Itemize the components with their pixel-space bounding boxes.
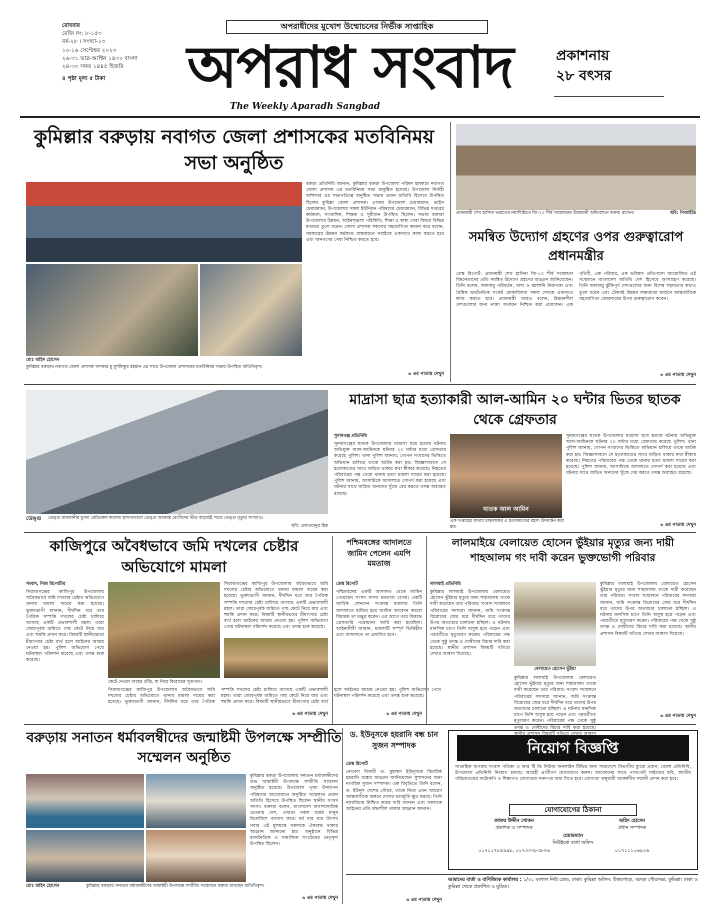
issue-day: রোববার	[62, 23, 80, 29]
mamtaz-byline: ডেস্ক রিপোর্ট	[336, 582, 358, 587]
mamtaz-headline: পশ্চিমবঙ্গের আদালতে জামিন পেলেন এমপি মমতাজ	[346, 538, 412, 568]
section-rule-3	[24, 724, 696, 725]
lead-headline: কুমিল্লার বরুড়ায় নবাগত জেলা প্রশাসকের মতবিনিময় সভা অনুষ্ঠিত	[34, 126, 434, 174]
dengue-photo	[26, 390, 328, 514]
contact-office: চেয়ারম্যান	[563, 834, 583, 839]
madrasa-body: সুনামগঞ্জের ছাতক উপজেলায় মাদ্রাসা ছাত্র হত্যার ঘটনায় অভিযুক্ত আল-আমিনকে ঘটনার ২০ ঘন্টার মধ্যে গ্রেফতার করেছে পুলিশ। থানা পুলিশ জানায়, গোপন সংবাদের ভিত্তিতে অভিযান চালিয়ে তাকে আটক করা হয়। জিজ্ঞাসাবাদে সে হত্যাকাণ্ডের সাথে জড়িত থাকার কথা স্বীকার করেছে। নিহতের পরিবারের পক্ষ থেকে থানায় হত্যা মামলা দায়ের করা হয়েছে। পুলিশ জানায়, আসামিকে আদালতে সোপর্দ করা হয়েছে এবং ঘটনার সাথে জড়িত অন্যদের খুঁজে বের করতে তদন্ত অব্যাহত রয়েছে।	[334, 442, 446, 497]
janmashtami-photo-3	[26, 830, 144, 882]
lalmai-body-2: কুমিল্লার লালমাই উপজেলায় বেলায়েত হোসেন ভুঁইয়ার মৃত্যুর জন্য শাহআলম গংকে দায়ী করেছেন তার পরিবার। সংবাদ সম্মেলনে পরিবারের সদস্যরা জানান, জমি সংক্রান্ত বিরোধের জের ধরে দীর্ঘদিন ধরে তাদের উপর অত্যাচার চালানো হচ্ছিল। এ ঘটনায় মানসিক চাপে তিনি অসুস্থ হয়ে পড়েন এবং পরবর্তীতে মৃত্যুবরণ করেন। পরিবারের পক্ষ থেকে সুষ্ঠু তদন্ত ও দোষীদের বিচার দাবি করা হয়েছে।	[514, 676, 596, 731]
pm-body: ডেস্ক রিপোর্ট: প্রধানমন্ত্রী শেখ হাসিনা জি-২০ শীর্ষ সম্মেলনে বিশ্বনেতাদের প্রতি সমন্বিত উদ্যোগ গ্রহণের আহ্বান জানিয়েছেন। তিনি বলেন, জলবায়ু পরিবর্তন, খাদ্য ও জ্বালানি নিরাপত্তা এবং বৈশ্বিক অর্থনৈতিক সংকট মোকাবিলায় সকল দেশকে একসাথে কাজ করতে হবে। প্রধানমন্ত্রী আরও বলেন, উন্নয়নশীল দেশগুলোর জন্য ন্যায্য অর্থায়ন নিশ্চিত করা প্রয়োজন। এক পৃথিবী, এক পরিবার, এক ভবিষ্যৎ প্রতিপাদ্যে আয়োজিত এই সম্মেলনে বাংলাদেশ অতিথি দেশ হিসেবে অংশগ্রহণ করেছে। তিনি জলবায়ু ঝুঁকিপূর্ণ দেশগুলোর জন্য বিশেষ সহায়তার কথাও তুলে ধরেন এবং টেকসই উন্নয়ন লক্ষ্যমাত্রা অর্জনে আন্তর্জাতিক সহযোগিতা জোরদারের উপর গুরুত্বারোপ করেন।	[456, 272, 696, 308]
contact-name-1: জাফর উদ্দীন খোকন	[494, 819, 534, 824]
madrasa-photo-label: ঘাতক আল আমিন	[483, 506, 529, 513]
lead-photo-1	[26, 182, 302, 262]
lead-more[interactable]: ৬ এর পাতায় দেখুন	[408, 372, 444, 377]
pm-photo-credit: ছবি: পিআইডি	[670, 211, 696, 216]
issue-date-hijri: ২৪-৩০ সফর ১৪৪৫ হিজরি	[62, 64, 124, 71]
pm-headline: সমন্বিত উদ্যোগ গ্রহণের ওপর গুরুত্বারোপ প্রধানমন্ত্রীর	[468, 230, 684, 264]
masthead-tagline: অপরাধীদের মুখোশ উম্মোচনের নির্ভীক সাপ্তাহিক	[226, 20, 488, 34]
issue-info	[62, 22, 154, 102]
masthead-title: অপরাধ সংবাদ	[187, 33, 513, 101]
issue-reg: রেজি নং: ৮-১৫৩	[62, 31, 102, 38]
contact-role-2: প্রধান সম্পাদক	[617, 825, 647, 831]
issue-volume: বর্ষ-২৮ । সংখ্যা-১৩	[62, 39, 106, 46]
kazipur-body-2: সিরাজগঞ্জের কাজিপুর উপজেলায় অবৈধভাবে জমি দখলের চেষ্টার অভিযোগে থানায় মামলা দায়ের করা হয়েছে। ভুক্তভোগী জানান, দীর্ঘদিন ধরে তার পৈত্রিক সম্পত্তি দখলের চেষ্টা চালিয়ে আসছে একটি প্রভাবশালী মহল। তারা জোরপূর্বক জমিতে গাছ কেটে নিয়ে যায় এবং হুমকি প্রদান করে। বিষয়টি স্থানীয়ভাবে মীমাংসার চেষ্টা ব্যর্থ হলে আইনের আশ্রয় নেওয়া হয়। পুলিশ অভিযোগ পেয়ে ঘটনাস্থল পরিদর্শন করেছে এবং তদন্ত শুরু করেছে।	[224, 582, 328, 631]
contact-phone-2[interactable]: ০১৭১১১০৬৯২৬	[614, 849, 650, 854]
janmashtami-body: কুমিল্লার বরুড়া উপজেলায় সনাতন ধর্মাবলম্বীদের শুভ জন্মাষ্টমী উপলক্ষে সম্প্রীতি সম্মেলন অনুষ্ঠিত হয়েছে। উপজেলা পূজা উদযাপন পরিষদের আয়োজনে অনুষ্ঠিত সম্মেলনে প্রধান অতিথি হিসেবে উপস্থিত ছিলেন স্থানীয় সংসদ সদস্য। বক্তারা বলেন, বাংলাদেশ অসাম্প্রদায়িক চেতনার দেশ, এখানে সকল ধর্মের মানুষ মিলেমিশে বসবাস করে। ধর্ম যার যার উৎসব সবার এই মূলমন্ত্রে সকলকে ঐক্যবদ্ধ থাকার আহ্বান জানানো হয়। অনুষ্ঠানে বিভিন্ন রাজনৈতিক ও সামাজিক সংগঠনের নেতৃবৃন্দ উপস্থিত ছিলেন।	[250, 774, 338, 848]
dengue-label: ডেঙ্গু	[26, 516, 42, 522]
contact-phone-1[interactable]: ০১৭১১৭৮৫৯৯৮, ০১৭৩৩৭৮৩৮৭৬	[478, 849, 550, 854]
dengue-caption: ডেঙ্গু রাজধানীর মুগদা মেডিকেল কলেজ হাসপাতালে ডেঙ্গু আক্রান্ত রোগীদের ভীড় বাড়ছেই সাথে ডেঙ্গু মৃত্যুর সংখ্যাও।	[48, 516, 264, 521]
kazipur-byline: সংবাদ, নিজ রিপোর্টার	[26, 582, 66, 587]
lalmai-photo	[514, 582, 596, 666]
janmashtami-photo-4	[146, 830, 246, 882]
pm-photo-caption: প্রধানমন্ত্রী শেখ হাসিনা ভারতের নয়াদিল্লিতে জি-২০ শীর্ষ সম্মেলনের উদ্বোধনী অধিবেশনে বক্তব্য রাখেন।	[456, 211, 635, 216]
footer-label: আমাদের বার্তা ও বাণিজ্যিক কার্যালয় :	[448, 878, 522, 883]
pm-photo	[456, 124, 696, 210]
section-rule-1	[24, 384, 696, 385]
janmashtami-caption: কুমিল্লার বরুড়ায় সনাতন ধর্মাবলম্বীদের জন্মাষ্টমী উপলক্ষে সম্প্রীতি সম্মেলনে বক্তব্য রাখছেন অতিথিবৃন্দ।	[86, 884, 265, 889]
kazipur-body: সিরাজগঞ্জের কাজিপুর উপজেলায় অবৈধভাবে জমি দখলের চেষ্টার অভিযোগে থানায় মামলা দায়ের করা হয়েছে। ভুক্তভোগী জানান, দীর্ঘদিন ধরে তার পৈত্রিক সম্পত্তি দখলের চেষ্টা চালিয়ে আসছে একটি প্রভাবশালী মহল। তারা জোরপূর্বক জমিতে গাছ কেটে নিয়ে যায় এবং হুমকি প্রদান করে। বিষয়টি স্থানীয়ভাবে মীমাংসার চেষ্টা ব্যর্থ হলে আইনের আশ্রয় নেওয়া হয়। পুলিশ অভিযোগ পেয়ে ঘটনাস্থল পরিদর্শন করেছে এবং তদন্ত শুরু করেছে।	[26, 590, 104, 664]
masthead-subtitle: The Weekly Aparadh Sangbad	[229, 102, 381, 112]
madrasa-headline: মাদ্রাসা ছাত্র হত্যাকারী আল-আমিন ২০ ঘন্টার ভিতর ছাতক থেকে গ্রেফতার	[349, 392, 681, 428]
years-line2: ২৮ বৎসর	[556, 68, 612, 84]
madrasa-body-2: সুনামগঞ্জের ছাতক উপজেলায় মাদ্রাসা ছাত্র হত্যার ঘটনায় অভিযুক্ত আল-আমিনকে ঘটনার ২০ ঘন্টার মধ্যে গ্রেফতার করেছে পুলিশ। থানা পুলিশ জানায়, গোপন সংবাদের ভিত্তিতে অভিযান চালিয়ে তাকে আটক করা হয়। জিজ্ঞাসাবাদে সে হত্যাকাণ্ডের সাথে জড়িত থাকার কথা স্বীকার করেছে। নিহতের পরিবারের পক্ষ থেকে থানায় হত্যা মামলা দায়ের করা হয়েছে। পুলিশ জানায়, আসামিকে আদালতে সোপর্দ করা হয়েছে এবং ঘটনার সাথে জড়িত অন্যদের খুঁজে বের করতে তদন্ত অব্যাহত রয়েছে।	[566, 434, 696, 477]
mamtaz-body: পশ্চিমবঙ্গের একটি আদালত থেকে জামিন পেয়েছেন সংসদ সদস্য মমতাজ বেগম। একটি আর্থিক লেনদেন সংক্রান্ত মামলায় তিনি আদালতে হাজির হয়ে জামিন আবেদন করলে বিচারক তা মঞ্জুর করেন। এর আগে তার বিরুদ্ধে গ্রেফতারি পরোয়ানা জারি করা হয়েছিল। আইনজীবী জানান, মামলাটি সম্পূর্ণ ভিত্তিহীন এবং আদালতে তা প্রমাণিত হবে।	[336, 590, 422, 639]
section-rule-2	[24, 532, 696, 533]
years-underline	[554, 96, 664, 97]
kazipur-body-3: সিরাজগঞ্জের কাজিপুর উপজেলায় অবৈধভাবে জমি দখলের চেষ্টার অভিযোগে থানায় মামলা দায়ের করা হয়েছে। ভুক্তভোগী জানান, দীর্ঘদিন ধরে তার পৈত্রিক সম্পত্তি দখলের চেষ্টা চালিয়ে আসছে একটি প্রভাবশালী মহল। তারা জোরপূর্বক জমিতে গাছ কেটে নিয়ে যায় এবং হুমকি প্রদান করে। বিষয়টি স্থানীয়ভাবে মীমাংসার চেষ্টা ব্যর্থ হলে আইনের আশ্রয় নেওয়া হয়। পুলিশ অভিযোগ পেয়ে ঘটনাস্থল পরিদর্শন করেছে এবং তদন্ত শুরু করেছে।	[108, 688, 441, 706]
footer-rule	[346, 874, 698, 875]
kazipur-caption: কেটে নেওয়া গাছের গুঁড়ি, যা নিয়ে বিরোধের সূত্রপাত।	[108, 680, 203, 685]
job-ad-title: নিয়োগ বিজ্ঞপ্তি	[457, 735, 689, 761]
lalmai-headline: লালমাইয়ে বেলায়েত হোসেন ভুঁইয়ার মৃত্যুর জন্য দায়ী শাহআলম গং দাবী করেন ভুক্তভোগী পরিবার	[451, 537, 675, 564]
kazipur-photo	[108, 582, 220, 678]
footer-text: ১/৩১ বংশাল নিউ রোড, ঢাকা। কুমিল্লা অফিস: উত্তরপাড়া, বরুড়া পৌরসভা, কুমিল্লা। ঢাকা ও কুমিল্লা থেকে প্রকাশিত ও মুদ্রিত।	[448, 878, 698, 890]
kazipur-more[interactable]: ৬ এর পাতায় দেখুন	[292, 712, 328, 717]
job-ad-contact-title: যোগাযোগের ঠিকানা	[509, 804, 637, 816]
issue-date-bn: ২৬-৩১ ভাদ্র-আশ্বিন ১৪৩০ বাংলা	[62, 55, 138, 62]
janmashtami-more[interactable]: ৬ এর পাতায় দেখুন	[302, 896, 338, 901]
years-line1: প্রকাশনায়	[556, 48, 610, 64]
lalmai-body: কুমিল্লার লালমাই উপজেলায় বেলায়েত হোসেন ভুঁইয়ার মৃত্যুর জন্য শাহআলম গংকে দায়ী করেছেন তার পরিবার। সংবাদ সম্মেলনে পরিবারের সদস্যরা জানান, জমি সংক্রান্ত বিরোধের জের ধরে দীর্ঘদিন ধরে তাদের উপর অত্যাচার চালানো হচ্ছিল। এ ঘটনায় মানসিক চাপে তিনি অসুস্থ হয়ে পড়েন এবং পরবর্তীতে মৃত্যুবরণ করেন। পরিবারের পক্ষ থেকে সুষ্ঠু তদন্ত ও দোষীদের বিচার দাবি করা হয়েছে। স্থানীয় প্রশাসন বিষয়টি খতিয়ে দেখার আশ্বাস দিয়েছে।	[430, 590, 510, 657]
lead-photo-3	[200, 264, 302, 356]
yunus-more[interactable]: ৬ এর পাতায় দেখুন	[406, 898, 442, 903]
pm-more[interactable]: ৬ এর পাতায় দেখুন	[660, 373, 696, 378]
lalmai-body-3: কুমিল্লার লালমাই উপজেলায় বেলায়েত হোসেন ভুঁইয়ার মৃত্যুর জন্য শাহআলম গংকে দায়ী করেছেন তার পরিবার। সংবাদ সম্মেলনে পরিবারের সদস্যরা জানান, জমি সংক্রান্ত বিরোধের জের ধরে দীর্ঘদিন ধরে তাদের উপর অত্যাচার চালানো হচ্ছিল। এ ঘটনায় মানসিক চাপে তিনি অসুস্থ হয়ে পড়েন এবং পরবর্তীতে মৃত্যুবরণ করেন। পরিবারের পক্ষ থেকে সুষ্ঠু তদন্ত ও দোষীদের বিচার দাবি করা হয়েছে। স্থানীয় প্রশাসন বিষয়টি খতিয়ে দেখার আশ্বাস দিয়েছে।	[600, 582, 696, 637]
kazipur-headline: কাজিপুরে অবৈধভাবে জমি দখলের চেষ্টার অভিযোগে মামলা	[49, 537, 299, 576]
janmashtami-photo-1	[26, 774, 144, 828]
issue-date-en: ১০-১৬ সেপ্টেম্বর ২০২৩	[62, 47, 117, 54]
lalmai-photo-label: বেলায়েত হোসেন ভুঁইয়া	[534, 667, 576, 672]
footer	[448, 878, 698, 902]
col-divider-3	[426, 536, 427, 724]
job-ad	[448, 730, 698, 870]
janmashtami-headline: বরুড়ায় সনাতন ধর্মাবলম্বীদের জন্মাষ্টমী উপলক্ষে সম্প্রীতি সম্মেলন অনুষ্ঠিত	[26, 730, 342, 766]
contact-office-addr: নিউইয়র্ক বার্তা অফিস	[552, 840, 594, 846]
col-divider-1	[450, 122, 451, 382]
janmashtami-byline: মোঃ অহিদ হোসেন	[26, 884, 60, 889]
contact-role-1: প্রকাশক ও সম্পাদক	[495, 825, 533, 831]
lead-photo-2	[26, 264, 198, 356]
mamtaz-more[interactable]: ৬ এর পাতায় দেখুন	[386, 712, 422, 717]
lead-body: বরুড়া প্রতিনিধি জানান, কুমিল্লার বরুড়া উপজেলা পরিষদ হলরুমে নবাগত জেলা প্রশাসক এর মতবিনিময় সভা অনুষ্ঠিত হয়েছে। উপজেলা নির্বাহী অফিসার এর সভাপতিত্বে অনুষ্ঠিত সভায় প্রধান অতিথি হিসেবে উপস্থিত ছিলেন কুমিল্লা জেলা প্রশাসক। এসময় উপজেলা চেয়ারম্যান, ভাইস চেয়ারম্যান, উপজেলার সকল ইউনিয়ন পরিষদের চেয়ারম্যান, বিভিন্ন দপ্তরের কর্মকর্তা, সাংবাদিক, শিক্ষক ও সুধীজন উপস্থিত ছিলেন। সভায় বক্তারা উপজেলার উন্নয়ন, আইনশৃঙ্খলা পরিস্থিতি, শিক্ষা ও স্বাস্থ্য সেবা বিষয়ে বিভিন্ন মতামত তুলে ধরেন। জেলা প্রশাসক সকলের সহযোগিতা কামনা করে বলেন, সরকারের উন্নয়ন কর্মকাণ্ড বাস্তবায়নে সবাইকে একসাথে কাজ করতে হবে এবং জনগণের সেবা নিশ্চিত করতে হবে।	[306, 182, 444, 243]
yunus-headline: ড. ইউনুসকে হয়রানি বন্ধ চান সুজন সম্পাদক	[349, 730, 439, 750]
madrasa-more[interactable]: ৬ এর পাতায় দেখুন	[660, 523, 696, 528]
dengue-credit: ছবি: এজওয়ানুর হিক	[291, 524, 328, 529]
lalmai-more[interactable]: ৬ এর পাতায় দেখুন	[660, 714, 696, 719]
years-badge	[556, 46, 660, 90]
lead-caption: কুমিল্লার বরুড়ায় নবাগত জেলা প্রশাসক খন্দকার মু মুশফিকুর রহমান এর সাথে উপজেলা প্রশাসনের মতবিনিময় সভায় উপস্থিত অতিথিবৃন্দ।	[26, 365, 263, 370]
madrasa-byline: সুনামগঞ্জ প্রতিনিধি	[334, 434, 367, 439]
lalmai-byline: লালমাই প্রতিনিধি	[430, 582, 461, 587]
yunus-byline: ডেস্ক রিপোর্ট	[346, 762, 368, 767]
col-divider-4	[342, 728, 343, 904]
masthead-rule	[20, 116, 700, 118]
issue-price: ৪ পৃষ্ঠা মূল্য ৫ টাকা	[62, 76, 106, 83]
yunus-body: নোবেল বিজয়ী ড. মুহাম্মদ ইউনূসকে বিচারিক হয়রানি বন্ধের আহ্বান জানিয়েছেন সুশাসনের জন্য নাগরিক সুজন সম্পাদক। এক বিবৃতিতে তিনি বলেন, ড. ইউনূস দেশের গৌরব, তাকে নিয়ে এমন আচরণ আন্তর্জাতিক অঙ্গনে দেশের ভাবমূর্তি ক্ষুণ্ণ করছে। তিনি ন্যায়বিচার নিশ্চিত করার দাবি জানান এবং সকলকে আইনের প্রতি শ্রদ্ধাশীল থাকার আহ্বান জানান।	[346, 770, 442, 813]
janmashtami-photo-2	[146, 774, 246, 828]
madrasa-caption: এক সপ্তাহের মাথায় চাঞ্চল্যকর এ হত্যাকাণ্ডের রহস্য উদঘাটন করা হয়।	[450, 519, 564, 530]
lead-byline: মোঃ অহিদ হোসেন	[26, 358, 60, 363]
contact-name-2: অহিদ হোসেন	[618, 819, 646, 824]
kazipur-photo-2	[224, 638, 328, 678]
col-divider-2	[332, 536, 333, 724]
job-ad-body: সাপ্তাহিক অপরাধ সংবাদ পত্রিকা ও আর টি ডি নিউজ অনলাইন টিভির জন্য সারাদেশে বিভাগীয় ব্যুরো প্রধান, জেলা প্রতিনিধি, উপজেলা প্রতিনিধি নিয়োগ চলছে। আগ্রহী প্রার্থীগণ যোগাযোগ করুন। আবেদনের সাথে পাসপোর্ট সাইজের ছবি, জাতীয় পরিচয়পত্রের ফটোকপি ও শিক্ষাগত যোগ্যতার সনদপত্র জমা দিতে হবে। যোগ্যতা অনুযায়ী আকর্ষণীয় সম্মানী প্রদান করা হবে।	[455, 765, 691, 783]
